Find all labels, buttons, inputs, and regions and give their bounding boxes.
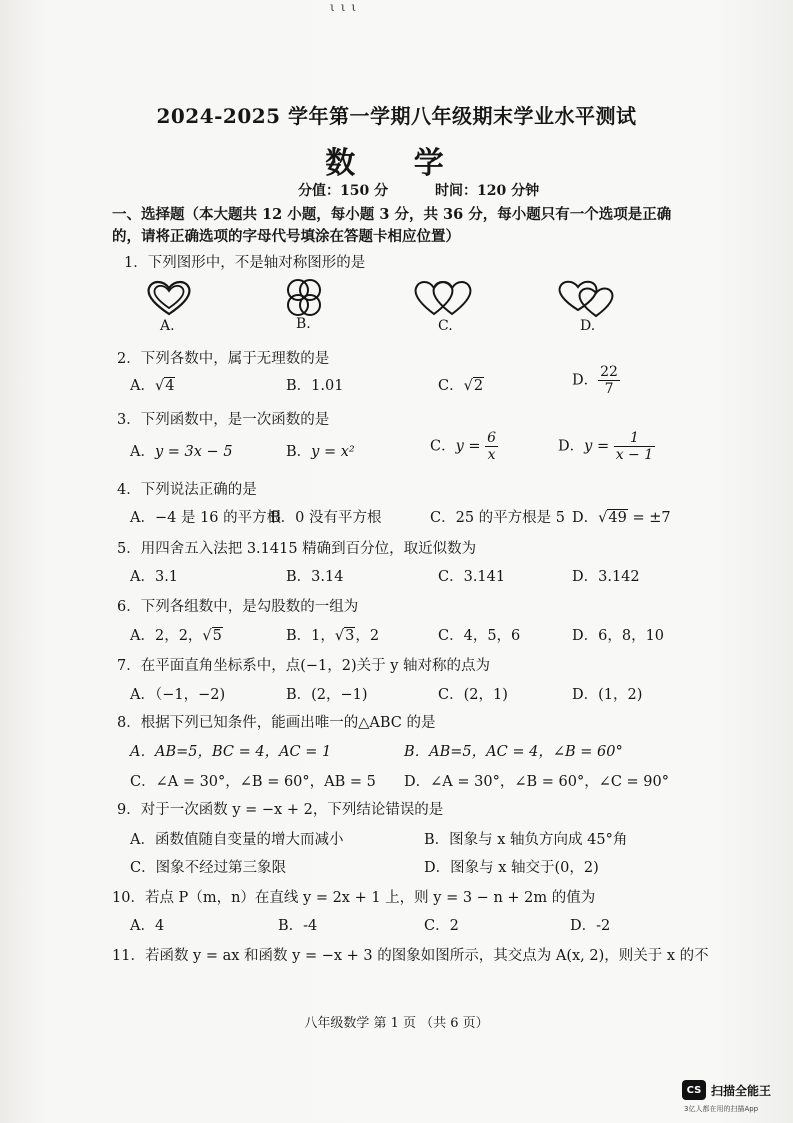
q8-option-c: C．∠A = 30°，∠B = 60°，AB = 5: [130, 774, 376, 790]
q6-option-a: A．2，2，√5: [130, 628, 222, 644]
q5-option-a: A．3.1: [130, 569, 179, 585]
q5-option-c: C．3.141: [438, 569, 506, 585]
four-leaf-figure-b: [282, 276, 326, 320]
q6-option-c: C．4，5，6: [438, 628, 521, 644]
q8-option-a: A．AB=5，BC = 4，AC = 1: [130, 744, 332, 760]
q7-option-a: A．（−1，−2): [130, 687, 226, 703]
question-10-stem: 10．若点 P（m，n）在直线 y = 2x + 1 上，则 y = 3 − n + 2m 的值为: [112, 890, 596, 906]
q10-option-b: B．-4: [278, 918, 318, 934]
q2-option-b: B．1.01: [286, 378, 344, 394]
question-7-stem: 7．在平面直角坐标系中，点(−1，2)关于 y 轴对称的点为: [117, 658, 491, 674]
question-5-stem: 5．用四舍五入法把 3.1415 精确到百分位，取近似数为: [117, 541, 477, 557]
q7-option-c: C．(2，1): [438, 687, 508, 703]
exam-meta: [298, 180, 581, 200]
question-2-stem: 2．下列各数中，属于无理数的是: [117, 351, 330, 367]
heart-figure-a: [145, 278, 193, 318]
scanner-app-name: 扫描全能王: [711, 1083, 772, 1098]
q6-option-b: B．1，√3，2: [286, 628, 380, 644]
figure-label-a: A.: [160, 318, 175, 334]
q4-option-d: D．√49 = ±7: [572, 510, 671, 526]
q5-option-b: B．3.14: [286, 569, 344, 585]
overlapping-hearts-figure-d: [556, 276, 616, 320]
q9-option-a: A．函数值随自变量的增大而减小: [130, 832, 344, 848]
q10-option-a: A．4: [130, 918, 165, 934]
question-11-stem: 11．若函数 y = ax 和函数 y = −x + 3 的图象如图所示，其交点为 A(x, 2)，则关于 x 的不: [112, 948, 709, 964]
q3-option-a: A．y = 3x − 5: [130, 444, 233, 460]
q9-option-c: C．图象不经过第三象限: [130, 860, 287, 876]
q6-option-d: D．6，8，10: [572, 628, 665, 644]
scanner-app-badge: [682, 1080, 771, 1100]
q4-option-c: C．25 的平方根是 5: [430, 510, 565, 526]
top-mark: ιιι: [330, 0, 363, 14]
figure-label-c: C.: [438, 318, 453, 334]
q5-option-d: D．3.142: [572, 569, 640, 585]
q9-option-b: B．图象与 x 轴负方向成 45°角: [424, 832, 628, 848]
page-footer: 八年级数学 第 1 页 （共 6 页）: [304, 1016, 489, 1031]
q3-option-d: D．y = $\frac{1}{x - 1}$: [558, 430, 654, 463]
q2-option-d: D． $\frac{22}{7}$: [572, 364, 618, 397]
question-3-stem: 3．下列函数中，是一次函数的是: [117, 412, 330, 428]
q10-option-c: C．2: [424, 918, 459, 934]
question-4-stem: 4．下列说法正确的是: [117, 482, 257, 498]
figure-label-d: D.: [580, 318, 596, 334]
figure-label-b: B.: [296, 316, 311, 332]
q10-option-d: D．-2: [570, 918, 611, 934]
q4-option-a: A．−4 是 16 的平方根: [130, 510, 282, 526]
q8-option-d: D．∠A = 30°，∠B = 60°，∠C = 90°: [404, 774, 669, 790]
exam-title: 2024-2025 学年第一学期八年级期末学业水平测试: [156, 104, 637, 128]
question-9-stem: 9．对于一次函数 y = −x + 2，下列结论错误的是: [117, 802, 444, 818]
scanner-logo-icon: CS: [682, 1080, 706, 1100]
q4-option-b: B．0 没有平方根: [270, 510, 382, 526]
q8-option-b: B．AB=5，AC = 4，∠B = 60°: [404, 744, 623, 760]
section-heading: 一、选择题（本大题共 12 小题，每小题 3 分，共 36 分，每小题只有一个选项是正确的，请将正确选项的字母代号填涂在答题卡相应位置）: [112, 206, 672, 245]
q2-option-a: A．√4: [130, 378, 175, 394]
question-8-stem: 8．根据下列已知条件，能画出唯一的△ABC 的是: [117, 715, 436, 731]
question-6-stem: 6．下列各组数中，是勾股数的一组为: [117, 599, 359, 615]
score-label: 分值：150 分: [298, 183, 389, 199]
q7-option-d: D．(1，2): [572, 687, 643, 703]
q3-option-b: B．y = x²: [286, 444, 355, 460]
q3-option-c: C．y = $\frac{6}{x}$: [430, 430, 497, 463]
subject-title: 数 学: [325, 146, 468, 181]
q2-option-c: C．√2: [438, 378, 484, 394]
q9-option-d: D．图象与 x 轴交于(0，2): [424, 860, 599, 876]
scanner-app-tagline: 3亿人都在用的扫描App: [684, 1105, 759, 1113]
question-1-stem: 1．下列图形中，不是轴对称图形的是: [124, 255, 366, 271]
double-heart-figure-c: [412, 278, 474, 318]
time-label: 时间：120 分钟: [434, 183, 540, 199]
q7-option-b: B．(2，−1): [286, 687, 368, 703]
